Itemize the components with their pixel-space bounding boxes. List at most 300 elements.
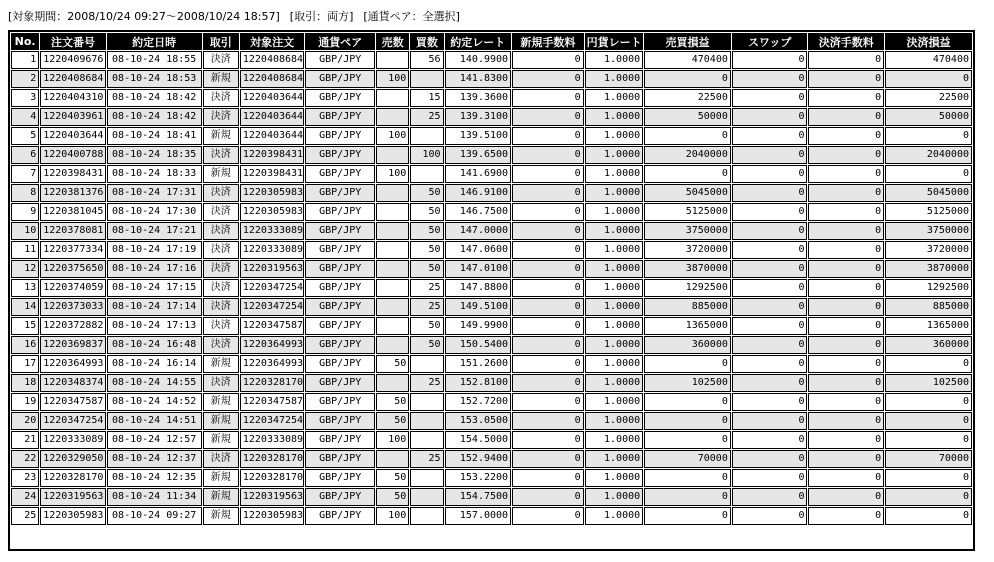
col-trading-pl-cell: 0 [644, 431, 731, 449]
col-buy-qty-cell: 100 [410, 146, 443, 164]
col-buy-qty-cell: 25 [410, 374, 443, 392]
table-row [11, 355, 972, 373]
col-settlement-pl-cell: 0 [885, 165, 972, 183]
col-sell-qty-cell [376, 184, 409, 202]
col-execution-datetime-cell: 08-10-24 18:41 [107, 127, 202, 145]
col-buy-qty-cell: 50 [410, 184, 443, 202]
col-execution-rate-cell: 149.5100 [445, 298, 512, 316]
col-order-number-header: 注文番号 [40, 33, 106, 50]
col-execution-datetime-cell: 08-10-24 16:48 [107, 336, 202, 354]
col-execution-rate-cell: 153.0500 [445, 412, 512, 430]
col-order-number-cell: 1220398431 [40, 165, 106, 183]
col-settlement-pl-cell: 0 [885, 393, 972, 411]
col-execution-rate-cell: 141.6900 [445, 165, 512, 183]
col-yen-rate-cell: 1.0000 [585, 222, 643, 240]
col-execution-datetime-cell: 08-10-24 18:42 [107, 89, 202, 107]
col-no-cell: 6 [11, 146, 39, 164]
col-new-fee-cell: 0 [512, 488, 584, 506]
col-settlement-pl-cell: 3750000 [885, 222, 972, 240]
col-no-header: No. [11, 33, 39, 50]
col-swap-cell: 0 [732, 108, 808, 126]
col-target-order-cell: 1220398431 [240, 146, 305, 164]
col-execution-datetime-cell: 08-10-24 18:33 [107, 165, 202, 183]
col-currency-pair-cell: GBP/JPY [305, 127, 375, 145]
col-sell-qty-cell [376, 260, 409, 278]
col-no-cell: 17 [11, 355, 39, 373]
col-execution-datetime-cell: 08-10-24 18:42 [107, 108, 202, 126]
col-buy-qty-cell: 50 [410, 203, 443, 221]
col-yen-rate-cell: 1.0000 [585, 279, 643, 297]
col-swap-cell: 0 [732, 450, 808, 468]
col-trade-type-cell: 決済 [203, 222, 239, 240]
col-target-order-cell: 1220319563 [240, 488, 305, 506]
col-buy-qty-cell [410, 469, 443, 487]
col-buy-qty-cell: 50 [410, 317, 443, 335]
col-settlement-fee-cell: 0 [808, 51, 884, 69]
col-sell-qty-cell: 100 [376, 70, 409, 88]
table-row [11, 203, 972, 221]
col-swap-cell: 0 [732, 355, 808, 373]
col-no-cell: 22 [11, 450, 39, 468]
col-target-order-cell: 1220408684 [240, 70, 305, 88]
col-no-cell: 21 [11, 431, 39, 449]
col-yen-rate-cell: 1.0000 [585, 70, 643, 88]
col-settlement-pl-cell: 102500 [885, 374, 972, 392]
col-sell-qty-cell: 100 [376, 165, 409, 183]
col-order-number-cell: 1220400788 [40, 146, 106, 164]
col-currency-pair-cell: GBP/JPY [305, 450, 375, 468]
col-execution-rate-cell: 146.9100 [445, 184, 512, 202]
col-execution-datetime-cell: 08-10-24 17:16 [107, 260, 202, 278]
col-execution-rate-cell: 152.8100 [445, 374, 512, 392]
col-sell-qty-cell [376, 203, 409, 221]
col-trade-type-cell: 新規 [203, 469, 239, 487]
col-trading-pl-cell: 3870000 [644, 260, 731, 278]
col-execution-rate-cell: 152.9400 [445, 450, 512, 468]
col-order-number-cell: 1220369837 [40, 336, 106, 354]
col-swap-cell: 0 [732, 393, 808, 411]
col-order-number-cell: 1220408684 [40, 70, 106, 88]
col-swap-cell: 0 [732, 127, 808, 145]
col-buy-qty-cell [410, 70, 443, 88]
col-new-fee-cell: 0 [512, 298, 584, 316]
table-row [11, 260, 972, 278]
col-swap-cell: 0 [732, 298, 808, 316]
col-execution-rate-cell: 146.7500 [445, 203, 512, 221]
col-yen-rate-cell: 1.0000 [585, 488, 643, 506]
col-swap-cell: 0 [732, 260, 808, 278]
col-target-order-cell: 1220319563 [240, 260, 305, 278]
col-target-order-cell: 1220398431 [240, 165, 305, 183]
col-new-fee-cell: 0 [512, 469, 584, 487]
col-execution-rate-cell: 141.8300 [445, 70, 512, 88]
col-order-number-cell: 1220347587 [40, 393, 106, 411]
table-row [11, 469, 972, 487]
col-settlement-pl-cell: 3720000 [885, 241, 972, 259]
col-trade-type-cell: 新規 [203, 488, 239, 506]
col-settlement-pl-cell: 2040000 [885, 146, 972, 164]
col-buy-qty-cell [410, 488, 443, 506]
col-no-cell: 25 [11, 507, 39, 525]
table-row [11, 108, 972, 126]
col-currency-pair-cell: GBP/JPY [305, 507, 375, 525]
col-currency-pair-cell: GBP/JPY [305, 393, 375, 411]
col-trade-type-cell: 新規 [203, 507, 239, 525]
col-trade-type-cell: 決済 [203, 51, 239, 69]
col-swap-cell: 0 [732, 336, 808, 354]
col-trade-type-cell: 新規 [203, 412, 239, 430]
col-new-fee-cell: 0 [512, 507, 584, 525]
col-no-cell: 7 [11, 165, 39, 183]
col-no-cell: 4 [11, 108, 39, 126]
col-sell-qty-cell [376, 222, 409, 240]
col-currency-pair-header: 通貨ペア [305, 33, 375, 50]
col-sell-qty-cell: 50 [376, 393, 409, 411]
col-order-number-cell: 1220381045 [40, 203, 106, 221]
col-order-number-cell: 1220404310 [40, 89, 106, 107]
col-settlement-fee-cell: 0 [808, 127, 884, 145]
col-currency-pair-cell: GBP/JPY [305, 431, 375, 449]
table-row [11, 431, 972, 449]
col-currency-pair-cell: GBP/JPY [305, 298, 375, 316]
col-execution-rate-cell: 139.5100 [445, 127, 512, 145]
col-settlement-fee-cell: 0 [808, 89, 884, 107]
col-trading-pl-cell: 0 [644, 165, 731, 183]
col-new-fee-cell: 0 [512, 317, 584, 335]
col-yen-rate-cell: 1.0000 [585, 298, 643, 316]
col-yen-rate-cell: 1.0000 [585, 165, 643, 183]
col-new-fee-cell: 0 [512, 146, 584, 164]
col-settlement-pl-cell: 22500 [885, 89, 972, 107]
col-new-fee-cell: 0 [512, 279, 584, 297]
col-execution-datetime-cell: 08-10-24 18:55 [107, 51, 202, 69]
col-buy-qty-cell: 25 [410, 298, 443, 316]
col-new-fee-cell: 0 [512, 51, 584, 69]
col-swap-cell: 0 [732, 279, 808, 297]
col-swap-cell: 0 [732, 184, 808, 202]
col-trade-type-cell: 決済 [203, 89, 239, 107]
col-swap-cell: 0 [732, 469, 808, 487]
col-target-order-cell: 1220305983 [240, 184, 305, 202]
col-currency-pair-cell: GBP/JPY [305, 165, 375, 183]
col-currency-pair-cell: GBP/JPY [305, 336, 375, 354]
col-order-number-cell: 1220378081 [40, 222, 106, 240]
col-yen-rate-cell: 1.0000 [585, 260, 643, 278]
col-swap-cell: 0 [732, 507, 808, 525]
col-execution-datetime-cell: 08-10-24 14:52 [107, 393, 202, 411]
col-target-order-cell: 1220328170 [240, 450, 305, 468]
col-settlement-fee-cell: 0 [808, 260, 884, 278]
col-buy-qty-cell: 25 [410, 108, 443, 126]
table-body [11, 51, 972, 525]
col-trading-pl-cell: 0 [644, 412, 731, 430]
col-swap-cell: 0 [732, 146, 808, 164]
col-trade-type-cell: 決済 [203, 279, 239, 297]
col-new-fee-cell: 0 [512, 89, 584, 107]
col-settlement-pl-cell: 0 [885, 469, 972, 487]
col-order-number-cell: 1220381376 [40, 184, 106, 202]
col-execution-rate-cell: 147.0100 [445, 260, 512, 278]
col-new-fee-cell: 0 [512, 184, 584, 202]
col-new-fee-cell: 0 [512, 393, 584, 411]
col-new-fee-cell: 0 [512, 127, 584, 145]
col-settlement-fee-header: 決済手数料 [808, 33, 884, 50]
col-currency-pair-cell: GBP/JPY [305, 70, 375, 88]
col-settlement-fee-cell: 0 [808, 279, 884, 297]
col-swap-cell: 0 [732, 70, 808, 88]
col-trade-type-cell: 決済 [203, 260, 239, 278]
col-target-order-cell: 1220347254 [240, 298, 305, 316]
col-trading-pl-cell: 0 [644, 355, 731, 373]
col-no-cell: 8 [11, 184, 39, 202]
col-yen-rate-cell: 1.0000 [585, 203, 643, 221]
col-yen-rate-cell: 1.0000 [585, 108, 643, 126]
col-currency-pair-cell: GBP/JPY [305, 260, 375, 278]
col-target-order-cell: 1220364993 [240, 355, 305, 373]
col-new-fee-cell: 0 [512, 165, 584, 183]
col-yen-rate-cell: 1.0000 [585, 89, 643, 107]
col-new-fee-cell: 0 [512, 203, 584, 221]
col-new-fee-cell: 0 [512, 336, 584, 354]
col-buy-qty-cell: 15 [410, 89, 443, 107]
col-execution-rate-cell: 150.5400 [445, 336, 512, 354]
col-execution-rate-cell: 139.3600 [445, 89, 512, 107]
col-swap-cell: 0 [732, 317, 808, 335]
col-buy-qty-cell: 25 [410, 450, 443, 468]
table-row [11, 70, 972, 88]
col-no-cell: 24 [11, 488, 39, 506]
col-no-cell: 13 [11, 279, 39, 297]
col-target-order-cell: 1220403644 [240, 108, 305, 126]
col-settlement-fee-cell: 0 [808, 488, 884, 506]
col-settlement-fee-cell: 0 [808, 222, 884, 240]
col-no-cell: 12 [11, 260, 39, 278]
col-trading-pl-header: 売買損益 [644, 33, 731, 50]
col-target-order-cell: 1220328170 [240, 374, 305, 392]
col-trade-type-cell: 決済 [203, 203, 239, 221]
col-order-number-cell: 1220347254 [40, 412, 106, 430]
col-swap-cell: 0 [732, 51, 808, 69]
col-execution-datetime-cell: 08-10-24 17:31 [107, 184, 202, 202]
col-execution-rate-cell: 147.8800 [445, 279, 512, 297]
col-settlement-pl-cell: 1292500 [885, 279, 972, 297]
col-currency-pair-cell: GBP/JPY [305, 241, 375, 259]
col-currency-pair-cell: GBP/JPY [305, 412, 375, 430]
col-settlement-fee-cell: 0 [808, 298, 884, 316]
col-target-order-cell: 1220333089 [240, 222, 305, 240]
col-execution-datetime-cell: 08-10-24 16:14 [107, 355, 202, 373]
col-sell-qty-cell [376, 298, 409, 316]
col-buy-qty-cell [410, 412, 443, 430]
col-trade-type-cell: 決済 [203, 336, 239, 354]
col-settlement-pl-cell: 5125000 [885, 203, 972, 221]
col-execution-rate-cell: 139.6500 [445, 146, 512, 164]
col-new-fee-cell: 0 [512, 108, 584, 126]
col-settlement-fee-cell: 0 [808, 507, 884, 525]
col-currency-pair-cell: GBP/JPY [305, 469, 375, 487]
col-settlement-pl-cell: 5045000 [885, 184, 972, 202]
col-buy-qty-cell: 50 [410, 241, 443, 259]
col-settlement-fee-cell: 0 [808, 184, 884, 202]
col-yen-rate-cell: 1.0000 [585, 146, 643, 164]
col-target-order-cell: 1220305983 [240, 203, 305, 221]
col-trading-pl-cell: 0 [644, 393, 731, 411]
col-trading-pl-cell: 1292500 [644, 279, 731, 297]
col-trading-pl-cell: 0 [644, 127, 731, 145]
col-no-cell: 2 [11, 70, 39, 88]
col-order-number-cell: 1220409676 [40, 51, 106, 69]
col-new-fee-cell: 0 [512, 355, 584, 373]
col-no-cell: 3 [11, 89, 39, 107]
col-settlement-fee-cell: 0 [808, 146, 884, 164]
col-trade-type-cell: 新規 [203, 431, 239, 449]
col-execution-datetime-cell: 08-10-24 14:51 [107, 412, 202, 430]
col-sell-qty-cell [376, 336, 409, 354]
col-sell-qty-cell [376, 51, 409, 69]
col-order-number-cell: 1220333089 [40, 431, 106, 449]
col-settlement-pl-cell: 70000 [885, 450, 972, 468]
col-execution-rate-cell: 154.7500 [445, 488, 512, 506]
col-trading-pl-cell: 0 [644, 469, 731, 487]
col-order-number-cell: 1220319563 [40, 488, 106, 506]
col-execution-rate-cell: 140.9900 [445, 51, 512, 69]
col-settlement-fee-cell: 0 [808, 317, 884, 335]
col-settlement-fee-cell: 0 [808, 374, 884, 392]
table-row [11, 279, 972, 297]
col-trading-pl-cell: 885000 [644, 298, 731, 316]
col-settlement-fee-cell: 0 [808, 355, 884, 373]
col-trade-type-cell: 新規 [203, 127, 239, 145]
col-trade-type-cell: 決済 [203, 108, 239, 126]
col-buy-qty-cell [410, 393, 443, 411]
col-execution-datetime-cell: 08-10-24 17:19 [107, 241, 202, 259]
col-sell-qty-cell [376, 146, 409, 164]
col-currency-pair-cell: GBP/JPY [305, 374, 375, 392]
col-new-fee-cell: 0 [512, 412, 584, 430]
col-execution-datetime-cell: 08-10-24 12:57 [107, 431, 202, 449]
col-trade-type-cell: 決済 [203, 146, 239, 164]
col-settlement-pl-cell: 3870000 [885, 260, 972, 278]
col-sell-qty-cell: 50 [376, 469, 409, 487]
col-swap-header: スワップ [732, 33, 808, 50]
col-target-order-cell: 1220408684 [240, 51, 305, 69]
col-settlement-fee-cell: 0 [808, 412, 884, 430]
filter-trade: [取引：両方] [289, 10, 354, 23]
col-settlement-pl-cell: 0 [885, 431, 972, 449]
col-execution-datetime-cell: 08-10-24 18:35 [107, 146, 202, 164]
col-trading-pl-cell: 22500 [644, 89, 731, 107]
col-buy-qty-cell: 50 [410, 222, 443, 240]
col-trade-type-cell: 新規 [203, 165, 239, 183]
table-row [11, 241, 972, 259]
table-row [11, 222, 972, 240]
col-new-fee-cell: 0 [512, 241, 584, 259]
col-order-number-cell: 1220374059 [40, 279, 106, 297]
col-no-cell: 16 [11, 336, 39, 354]
col-settlement-pl-cell: 360000 [885, 336, 972, 354]
col-buy-qty-cell [410, 431, 443, 449]
col-execution-datetime-header: 約定日時 [107, 33, 202, 50]
col-no-cell: 5 [11, 127, 39, 145]
col-execution-datetime-cell: 08-10-24 11:34 [107, 488, 202, 506]
filter-period: [対象期間：2008/10/24 09:27～2008/10/24 18:57] [8, 10, 280, 23]
col-swap-cell: 0 [732, 165, 808, 183]
col-trading-pl-cell: 0 [644, 507, 731, 525]
col-settlement-pl-cell: 1365000 [885, 317, 972, 335]
col-trading-pl-cell: 0 [644, 488, 731, 506]
col-order-number-cell: 1220373033 [40, 298, 106, 316]
col-buy-qty-cell [410, 127, 443, 145]
col-execution-datetime-cell: 08-10-24 17:13 [107, 317, 202, 335]
col-yen-rate-cell: 1.0000 [585, 336, 643, 354]
col-yen-rate-cell: 1.0000 [585, 374, 643, 392]
col-order-number-cell: 1220403961 [40, 108, 106, 126]
col-currency-pair-cell: GBP/JPY [305, 108, 375, 126]
col-trading-pl-cell: 2040000 [644, 146, 731, 164]
col-yen-rate-cell: 1.0000 [585, 450, 643, 468]
col-trade-type-cell: 新規 [203, 355, 239, 373]
table-row [11, 488, 972, 506]
col-trading-pl-cell: 70000 [644, 450, 731, 468]
col-settlement-pl-cell: 0 [885, 355, 972, 373]
col-order-number-cell: 1220375650 [40, 260, 106, 278]
col-yen-rate-cell: 1.0000 [585, 317, 643, 335]
col-order-number-cell: 1220364993 [40, 355, 106, 373]
col-currency-pair-cell: GBP/JPY [305, 89, 375, 107]
col-execution-rate-cell: 153.2200 [445, 469, 512, 487]
col-target-order-cell: 1220347587 [240, 393, 305, 411]
col-trading-pl-cell: 5045000 [644, 184, 731, 202]
col-settlement-fee-cell: 0 [808, 431, 884, 449]
col-yen-rate-cell: 1.0000 [585, 431, 643, 449]
col-execution-rate-header: 約定レート [445, 33, 512, 50]
col-target-order-cell: 1220364993 [240, 336, 305, 354]
col-execution-datetime-cell: 08-10-24 09:27 [107, 507, 202, 525]
col-settlement-fee-cell: 0 [808, 70, 884, 88]
col-buy-qty-cell [410, 165, 443, 183]
col-execution-datetime-cell: 08-10-24 17:21 [107, 222, 202, 240]
col-execution-datetime-cell: 08-10-24 17:30 [107, 203, 202, 221]
col-trade-type-cell: 新規 [203, 70, 239, 88]
col-trading-pl-cell: 50000 [644, 108, 731, 126]
col-target-order-header: 対象注文 [240, 33, 305, 50]
col-no-cell: 20 [11, 412, 39, 430]
col-no-cell: 14 [11, 298, 39, 316]
col-sell-qty-cell [376, 450, 409, 468]
col-currency-pair-cell: GBP/JPY [305, 146, 375, 164]
col-trade-type-cell: 決済 [203, 184, 239, 202]
col-settlement-fee-cell: 0 [808, 450, 884, 468]
col-settlement-fee-cell: 0 [808, 336, 884, 354]
col-execution-rate-cell: 149.9900 [445, 317, 512, 335]
col-execution-rate-cell: 147.0600 [445, 241, 512, 259]
col-execution-rate-cell: 151.2600 [445, 355, 512, 373]
col-settlement-fee-cell: 0 [808, 241, 884, 259]
col-yen-rate-cell: 1.0000 [585, 127, 643, 145]
col-execution-rate-cell: 157.0000 [445, 507, 512, 525]
col-yen-rate-cell: 1.0000 [585, 412, 643, 430]
col-swap-cell: 0 [732, 412, 808, 430]
col-yen-rate-header: 円貨レート [585, 33, 643, 50]
table-header-row [11, 33, 972, 50]
trade-history-table-container [8, 30, 975, 551]
col-currency-pair-cell: GBP/JPY [305, 317, 375, 335]
col-order-number-cell: 1220328170 [40, 469, 106, 487]
table-row [11, 298, 972, 316]
col-new-fee-cell: 0 [512, 450, 584, 468]
col-target-order-cell: 1220403644 [240, 127, 305, 145]
col-swap-cell: 0 [732, 203, 808, 221]
